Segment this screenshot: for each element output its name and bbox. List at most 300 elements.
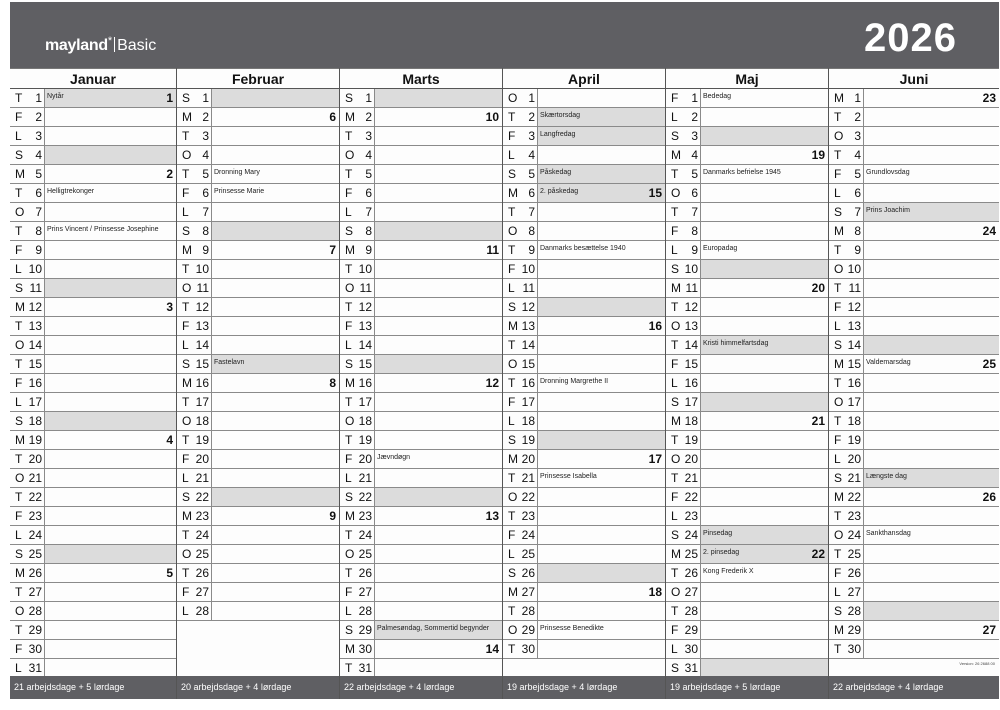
- cell-divider: [211, 127, 212, 146]
- cell-divider: [211, 564, 212, 583]
- day-number: 30: [358, 642, 372, 656]
- day-row: [829, 146, 999, 165]
- cell-divider: [44, 393, 45, 412]
- weekday-letter: O: [508, 91, 518, 105]
- month-name: Januar: [10, 68, 176, 89]
- week-number: 3: [166, 300, 173, 314]
- holiday-shade: [45, 279, 176, 297]
- weekday-letter: L: [345, 471, 352, 485]
- day-number: 14: [521, 338, 535, 352]
- day-number: 2: [35, 110, 42, 124]
- day-row: [666, 412, 828, 431]
- cell-divider: [374, 564, 375, 583]
- cell-divider: [863, 298, 864, 317]
- cell-divider: [537, 374, 538, 393]
- weekday-letter: M: [15, 300, 25, 314]
- day-number: 17: [847, 395, 861, 409]
- cell-divider: [700, 127, 701, 146]
- weekday-letter: O: [15, 205, 25, 219]
- cell-divider: [211, 336, 212, 355]
- day-row: [666, 127, 828, 146]
- cell-divider: [537, 279, 538, 298]
- day-row: [829, 89, 999, 108]
- weekday-letter: S: [834, 471, 843, 485]
- day-number: 24: [521, 528, 535, 542]
- day-number: 3: [854, 129, 861, 143]
- day-number: 12: [28, 300, 42, 314]
- day-row: [10, 602, 176, 621]
- cell-divider: [863, 545, 864, 564]
- day-row: [10, 545, 176, 564]
- day-row: [10, 393, 176, 412]
- day-row: [10, 355, 176, 374]
- day-row: [503, 621, 665, 640]
- cell-divider: [44, 507, 45, 526]
- day-row: [829, 127, 999, 146]
- day-number: 18: [358, 414, 372, 428]
- day-number: 17: [358, 395, 372, 409]
- day-row: [829, 640, 999, 659]
- day-row: [340, 146, 502, 165]
- weekday-letter: O: [508, 623, 518, 637]
- day-row: [666, 469, 828, 488]
- day-row: [340, 545, 502, 564]
- day-row: [10, 583, 176, 602]
- weekday-letter: M: [671, 414, 681, 428]
- brand-name: mayland: [45, 37, 108, 54]
- cell-divider: [211, 374, 212, 393]
- day-row: [340, 241, 502, 260]
- day-number: 25: [28, 547, 42, 561]
- cell-divider: [537, 165, 538, 184]
- day-row: [666, 203, 828, 222]
- weekday-letter: T: [508, 243, 516, 257]
- day-number: 5: [691, 167, 698, 181]
- day-row: [340, 127, 502, 146]
- cell-divider: [700, 89, 701, 108]
- day-row: [177, 108, 339, 127]
- day-row: [666, 545, 828, 564]
- day-number: 28: [684, 604, 698, 618]
- weekday-letter: F: [834, 300, 842, 314]
- cell-divider: [374, 602, 375, 621]
- day-note: Grundlovsdag: [866, 169, 910, 176]
- day-row: [829, 298, 999, 317]
- day-number: 28: [847, 604, 861, 618]
- cell-divider: [863, 507, 864, 526]
- week-number: 24: [982, 224, 996, 238]
- year-title: 2026: [864, 16, 957, 60]
- weekday-letter: S: [182, 224, 191, 238]
- day-row: [503, 127, 665, 146]
- day-number: 8: [365, 224, 372, 238]
- cell-divider: [700, 222, 701, 241]
- day-row: [666, 507, 828, 526]
- weekday-letter: L: [345, 604, 352, 618]
- weekday-letter: O: [834, 129, 844, 143]
- day-number: 28: [28, 604, 42, 618]
- day-row: [666, 108, 828, 127]
- cell-divider: [537, 621, 538, 640]
- day-row: [10, 184, 176, 203]
- cell-divider: [44, 146, 45, 165]
- day-number: 14: [847, 338, 861, 352]
- day-row: [503, 374, 665, 393]
- weekday-letter: M: [671, 281, 681, 295]
- day-number: 5: [365, 167, 372, 181]
- cell-divider: [700, 545, 701, 564]
- weekday-letter: M: [834, 357, 844, 371]
- day-note: Sankthansdag: [866, 530, 911, 537]
- day-row: [666, 89, 828, 108]
- cell-divider: [863, 89, 864, 108]
- weekday-letter: S: [15, 547, 24, 561]
- weekday-letter: S: [671, 262, 680, 276]
- day-note: Kristi himmelfartsdag: [703, 340, 769, 347]
- cell-divider: [537, 526, 538, 545]
- cell-divider: [211, 602, 212, 621]
- day-number: 21: [28, 471, 42, 485]
- day-row: [340, 621, 502, 640]
- day-row: [666, 355, 828, 374]
- day-number: 1: [528, 91, 535, 105]
- day-note: Langfredag: [540, 131, 576, 138]
- day-number: 7: [691, 205, 698, 219]
- day-number: 1: [365, 91, 372, 105]
- weekday-letter: L: [508, 414, 515, 428]
- day-row: [10, 203, 176, 222]
- holiday-shade: [701, 127, 828, 145]
- cell-divider: [44, 260, 45, 279]
- day-row: [177, 203, 339, 222]
- mayland-logo: [45, 37, 156, 55]
- cell-divider: [863, 526, 864, 545]
- weekday-letter: O: [671, 585, 681, 599]
- cell-divider: [863, 203, 864, 222]
- weekday-letter: S: [671, 528, 680, 542]
- day-row: [829, 450, 999, 469]
- calendar-header: [10, 2, 999, 68]
- day-row: [829, 203, 999, 222]
- cell-divider: [374, 241, 375, 260]
- weekday-letter: T: [834, 547, 842, 561]
- day-row: [177, 317, 339, 336]
- day-number: 4: [35, 148, 42, 162]
- day-number: 24: [195, 528, 209, 542]
- day-row: [666, 222, 828, 241]
- day-number: 15: [195, 357, 209, 371]
- weekday-letter: L: [15, 262, 22, 276]
- day-number: 13: [521, 319, 535, 333]
- day-row: [177, 469, 339, 488]
- day-number: 28: [195, 604, 209, 618]
- day-number: 31: [28, 661, 42, 675]
- week-number: 7: [329, 243, 336, 257]
- day-number: 21: [847, 471, 861, 485]
- day-number: 23: [28, 509, 42, 523]
- weekday-letter: S: [671, 661, 680, 675]
- weekday-letter: M: [182, 509, 192, 523]
- day-number: 11: [522, 281, 535, 295]
- day-number: 9: [365, 243, 372, 257]
- cell-divider: [44, 488, 45, 507]
- day-row: [177, 298, 339, 317]
- day-number: 4: [365, 148, 372, 162]
- day-number: 22: [358, 490, 372, 504]
- day-row: [340, 184, 502, 203]
- day-row: [503, 526, 665, 545]
- cell-divider: [374, 146, 375, 165]
- weekday-letter: O: [182, 148, 192, 162]
- day-row: [177, 507, 339, 526]
- day-number: 15: [521, 357, 535, 371]
- holiday-shade: [45, 545, 176, 563]
- day-note: Dronning Mary: [214, 169, 260, 176]
- week-number: 8: [329, 376, 336, 390]
- weekday-letter: T: [508, 110, 516, 124]
- holiday-shade: [538, 564, 665, 582]
- weekday-letter: L: [182, 205, 189, 219]
- weekday-letter: L: [182, 338, 189, 352]
- month-name: Februar: [177, 68, 339, 89]
- day-number: 21: [195, 471, 209, 485]
- weekday-letter: F: [15, 110, 23, 124]
- weekday-letter: O: [182, 414, 192, 428]
- day-number: 25: [358, 547, 372, 561]
- day-number: 30: [847, 642, 861, 656]
- month-name: Marts: [340, 68, 502, 89]
- weekday-letter: S: [508, 433, 517, 447]
- day-number: 2: [365, 110, 372, 124]
- cell-divider: [44, 317, 45, 336]
- day-row: [503, 583, 665, 602]
- cell-divider: [44, 222, 45, 241]
- day-note: Pinsedag: [703, 530, 733, 537]
- cell-divider: [44, 108, 45, 127]
- week-number: 9: [329, 509, 336, 523]
- week-number: 17: [648, 452, 662, 466]
- weekday-letter: F: [182, 585, 190, 599]
- day-row: [666, 298, 828, 317]
- day-number: 19: [358, 433, 372, 447]
- weekday-letter: L: [834, 186, 841, 200]
- weekday-letter: T: [834, 642, 842, 656]
- day-number: 3: [528, 129, 535, 143]
- day-note: Prinsesse Isabella: [540, 473, 597, 480]
- day-row: [503, 393, 665, 412]
- weekday-letter: M: [182, 243, 192, 257]
- cell-divider: [863, 279, 864, 298]
- week-number: 12: [485, 376, 499, 390]
- day-row: [10, 621, 176, 640]
- day-number: 9: [528, 243, 535, 257]
- day-number: 7: [35, 205, 42, 219]
- week-number: 22: [811, 547, 825, 561]
- day-row: [340, 108, 502, 127]
- day-row: [340, 89, 502, 108]
- weekday-letter: O: [345, 547, 355, 561]
- cell-divider: [44, 640, 45, 659]
- day-number: 26: [358, 566, 372, 580]
- week-number: 27: [982, 623, 996, 637]
- cell-divider: [374, 393, 375, 412]
- day-row: [177, 545, 339, 564]
- holiday-shade: [375, 89, 502, 107]
- day-row: [503, 108, 665, 127]
- weekday-letter: O: [345, 414, 355, 428]
- day-note: Valdemarsdag: [866, 359, 911, 366]
- day-number: 10: [847, 262, 861, 276]
- day-row: [177, 374, 339, 393]
- day-row: [340, 488, 502, 507]
- cell-divider: [700, 526, 701, 545]
- day-number: 25: [521, 547, 535, 561]
- cell-divider: [211, 241, 212, 260]
- weekday-letter: L: [15, 661, 22, 675]
- day-row: [666, 602, 828, 621]
- version-code: Version: 26 2688 00: [959, 661, 995, 666]
- week-number: 14: [485, 642, 499, 656]
- holiday-shade: [212, 488, 339, 506]
- day-note: Bededag: [703, 93, 732, 100]
- day-note: Palmesøndag, Sommertid begynder: [377, 625, 490, 632]
- weekday-letter: M: [15, 433, 25, 447]
- day-row: [503, 184, 665, 203]
- day-row: [10, 431, 176, 450]
- day-number: 7: [202, 205, 209, 219]
- day-row: [10, 564, 176, 583]
- cell-divider: [211, 469, 212, 488]
- day-row: [503, 431, 665, 450]
- holiday-shade: [375, 222, 502, 240]
- day-number: 7: [528, 205, 535, 219]
- day-number: 6: [365, 186, 372, 200]
- day-row: [503, 412, 665, 431]
- day-number: 25: [684, 547, 698, 561]
- weekday-letter: T: [834, 243, 842, 257]
- day-note: Kong Frederik X: [703, 568, 754, 575]
- day-number: 20: [28, 452, 42, 466]
- weekday-letter: F: [345, 319, 353, 333]
- weekday-letter: T: [182, 167, 190, 181]
- day-number: 24: [684, 528, 698, 542]
- month-column: [10, 68, 177, 699]
- weekday-letter: O: [15, 338, 25, 352]
- weekday-letter: L: [671, 110, 678, 124]
- week-number: 26: [982, 490, 996, 504]
- day-number: 1: [691, 91, 698, 105]
- weekday-letter: O: [671, 319, 681, 333]
- cell-divider: [211, 108, 212, 127]
- weekday-letter: M: [834, 91, 844, 105]
- day-number: 23: [847, 509, 861, 523]
- cell-divider: [44, 279, 45, 298]
- weekday-letter: M: [182, 110, 192, 124]
- weekday-letter: F: [671, 490, 679, 504]
- day-number: 16: [521, 376, 535, 390]
- day-number: 21: [684, 471, 698, 485]
- cell-divider: [537, 241, 538, 260]
- day-row: [177, 450, 339, 469]
- day-number: 8: [528, 224, 535, 238]
- day-number: 19: [195, 433, 209, 447]
- cell-divider: [863, 564, 864, 583]
- cell-divider: [700, 507, 701, 526]
- day-number: 15: [847, 357, 861, 371]
- day-row: [666, 640, 828, 659]
- day-row: [177, 564, 339, 583]
- weekday-letter: M: [834, 224, 844, 238]
- day-row: [340, 355, 502, 374]
- day-number: 27: [684, 585, 698, 599]
- weekday-letter: T: [15, 224, 23, 238]
- cell-divider: [537, 431, 538, 450]
- day-row: [177, 127, 339, 146]
- cell-divider: [537, 222, 538, 241]
- day-number: 14: [358, 338, 372, 352]
- day-note: Påskedag: [540, 169, 572, 176]
- cell-divider: [44, 564, 45, 583]
- week-number: 5: [166, 566, 173, 580]
- day-number: 24: [28, 528, 42, 542]
- week-number: 20: [811, 281, 825, 295]
- weekday-letter: L: [345, 205, 352, 219]
- weekday-letter: T: [182, 262, 190, 276]
- weekday-letter: S: [182, 357, 191, 371]
- day-number: 14: [684, 338, 698, 352]
- day-row: [503, 507, 665, 526]
- day-row: [340, 602, 502, 621]
- weekday-letter: O: [508, 490, 518, 504]
- weekday-letter: O: [508, 224, 518, 238]
- day-number: 23: [358, 509, 372, 523]
- day-number: 8: [202, 224, 209, 238]
- day-row: [10, 640, 176, 659]
- day-number: 29: [28, 623, 42, 637]
- day-row: [340, 393, 502, 412]
- cell-divider: [211, 298, 212, 317]
- cell-divider: [700, 488, 701, 507]
- cell-divider: [211, 355, 212, 374]
- weekday-letter: O: [834, 395, 844, 409]
- weekday-letter: M: [345, 243, 355, 257]
- day-row: [340, 640, 502, 659]
- day-number: 22: [684, 490, 698, 504]
- weekday-letter: F: [671, 91, 679, 105]
- day-row: [503, 336, 665, 355]
- cell-divider: [863, 336, 864, 355]
- day-number: 26: [195, 566, 209, 580]
- cell-divider: [44, 336, 45, 355]
- day-row: [177, 602, 339, 621]
- cell-divider: [537, 203, 538, 222]
- weekday-letter: S: [345, 623, 354, 637]
- cell-divider: [537, 450, 538, 469]
- day-number: 14: [195, 338, 209, 352]
- day-row: [177, 488, 339, 507]
- weekday-letter: S: [508, 300, 517, 314]
- day-row: [10, 374, 176, 393]
- week-number: 13: [485, 509, 499, 523]
- weekday-letter: S: [834, 604, 843, 618]
- day-row: [829, 564, 999, 583]
- day-row: [10, 336, 176, 355]
- week-number: 1: [166, 91, 173, 105]
- cell-divider: [211, 165, 212, 184]
- day-number: 20: [684, 452, 698, 466]
- day-number: 6: [202, 186, 209, 200]
- day-row: [340, 412, 502, 431]
